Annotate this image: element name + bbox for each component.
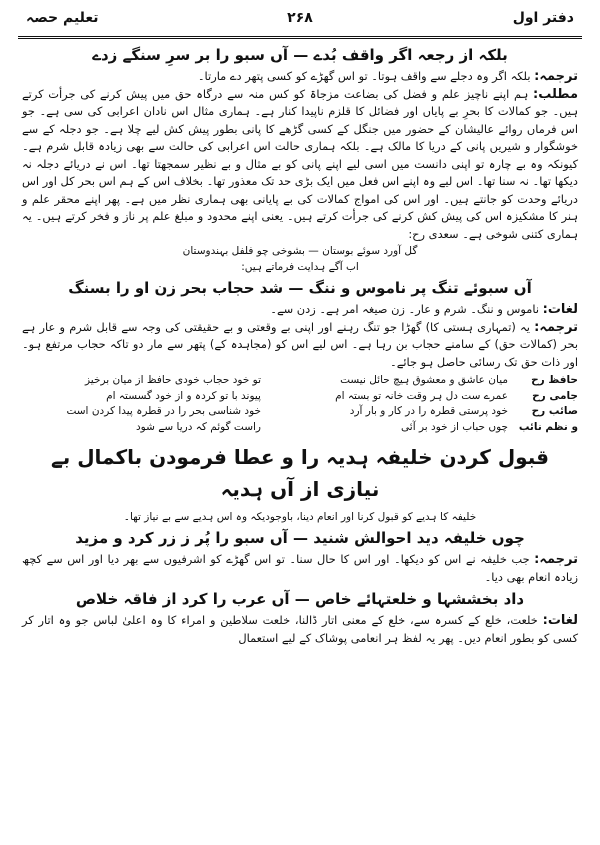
paragraph-text: قبول کردن خلیفہ ہدیہ را و عطا فرمودن باکمال بے نیازی از آں ہدیہ: [51, 445, 549, 501]
page-body: [22, 42, 578, 837]
poem-hemistich: پیوند با تو کردہ و از خود گسستہ ام: [106, 389, 261, 402]
paragraph-text: خلعت، خلع کے کسرہ سے، خلع کے معنی اتار ڈالنا، خلعت سلاطین و امراء کا وہ اعلیٰ لباس جو وہ اتار کر کسی کو بطور انعام دیں۔ پھر یہ لفظ ہر انعامی پوشاک کے لیے استعمال: [22, 613, 578, 645]
paragraph: [22, 301, 578, 319]
poem-poet-name: و نظم نائب: [518, 420, 578, 433]
poem-table: [22, 373, 578, 435]
paragraph-label: ترجمہ:: [534, 552, 578, 567]
paragraph: [22, 86, 578, 244]
paragraph: [22, 612, 578, 647]
poem-row: [22, 373, 578, 389]
verse-line: [22, 588, 578, 610]
poem-poet-name: صائب رح: [531, 405, 578, 417]
paragraph-text: یہ (تمہاری ہستی کا) گھڑا جو تنگ رہنے اور اپنی بے وقعتی و بے حقیقتی کی وجہ سے قابل شرم و عار ہے بحر (کمالات حق) کے سامنے حجاب بن رہا ہے۔ اس لیے اس کو (مجاہدہ کے) پتھر سے مار دو تاکہ حجاب مرتفع ہو۔ اور ذات حق تک رسائی حاصل ہو جائے۔: [22, 319, 578, 369]
paragraph: [22, 509, 578, 525]
paragraph: [22, 551, 578, 586]
paragraph-text: ہم اپنے ناچیز علم و فضل کی بضاعت مزجاۃ کو کس منہ سے درگاہ حق میں پیش کرنے کی جرأت کرتے ہیں۔ جو کمالات کا بحرِ بے پایاں اور فضائل کا قلزم ناپیدا کنار ہے۔ ہماری مثال اس نادان اعرابی کی سی ہے۔ جو اس فرماں روائے عالیشان کے حضور میں جنگل کے کسی گڑھے کا پانی بطور پیش کش لیے چلا ہے۔ جو دجلہ کے سے خوشگوار و شیریں پانی کے دریا کا مالک ہے۔ بلکہ ہماری حالت اس اعرابی کی حالت سے بھی زیادہ قابل شرم ہے۔ کیونکہ وہ بے چارہ تو اپنی دانست میں اسی لیے اپنے پانی کو بے مثال و بے نظیر سمجھتا تھا۔ اس نے دریائے دجلہ نہ دیکھا تھا۔ نہ سنا تھا۔ اس لیے وہ اپنے اس فعل میں ایک بڑی حد تک معذور تھا۔ بخلاف اس کے ہم اس بحر کل اور اس دریائے وحدت کو جانتے ہیں۔ اور اس کی امواج کمالات کی بے پایانی بھی ہماری نظر میں ہے۔ پھر اپنے محقر علم و ہنر کا مشکیزہ اس کی پیش کش کرنے کی جرأت کرتے ہیں۔ یعنی اپنے محدود و مبلغ علم پر ناز و فخر کرتے ہیں۔ یہ ہماری کتنی شوخی ہے۔ سعدی رح:: [22, 86, 578, 241]
poem-hemistich: تو خود حجاب خودی حافظ از میان برخیز: [85, 374, 261, 386]
poem-hemistich: عمرے ست دل ہر وقت خانہ تو بستہ ام: [335, 389, 508, 402]
paragraph-label: ترجمہ:: [534, 319, 578, 335]
paragraph-label: لغات:: [542, 613, 579, 628]
paragraph-text: بلکہ اگر وہ دجلے سے واقف ہوتا۔ تو اس گھڑے کو کسی پتھر دے مارتا۔: [197, 69, 531, 83]
paragraph: [22, 243, 578, 259]
poem-poet-name: حافظ رح: [531, 374, 578, 386]
section-heading: [22, 441, 578, 505]
paragraph-label: ترجمہ:: [534, 69, 578, 84]
header-rule: [18, 36, 582, 39]
poem-row: [22, 420, 578, 436]
paragraph-label: لغات:: [542, 302, 578, 317]
paragraph-text: بلکہ از رجعہ اگر واقف بُدے — آں سبو را بر سرِ سنگے زدے: [92, 46, 508, 64]
poem-poet-name: جامی رح: [532, 389, 578, 402]
poem-hemistich: میان عاشق و معشوق ہیچ حائل نیست: [340, 374, 508, 386]
poem-row: [22, 389, 578, 405]
page-header: [18, 10, 582, 34]
paragraph-text: داد بخششہا و خلعتہائے خاص — آں عرب را کرد از فاقہ خلاص: [75, 590, 525, 608]
poem-hemistich: چوں حباب از خود بر آئی: [401, 420, 508, 433]
paragraph-text: خلیفہ کا ہدیے کو قبول کرنا اور انعام دینا، باوجودیکہ وہ اس ہدیے سے بے نیاز تھا۔: [123, 511, 477, 523]
paragraph-label: مطلب:: [533, 86, 578, 102]
poem-hemistich: خود شناسی بحر را در قطرہ پیدا کردن است: [66, 405, 261, 417]
verse-line: [22, 277, 578, 299]
page-number: ۲۶۸: [287, 10, 313, 26]
paragraph-text: چوں خلیفہ دید احوالش شنید — آں سبو را پُر ز زر کرد و مزید: [75, 529, 525, 547]
poem-hemistich: خود پرستی قطرہ را در کار و بار آرد: [349, 405, 508, 417]
paragraph-text: ناموس و ننگ۔ شرم و عار۔ زن صیغہ امر ہے۔ زدن سے۔: [270, 302, 539, 316]
poem-row: [22, 404, 578, 420]
paragraph-text: گل آورد سوئے بوستان — بشوخی چو فلفل بہندوستان: [182, 245, 418, 257]
poem-hemistich: راست گوئم کہ دریا سے شود: [136, 420, 261, 433]
paragraph-text: اب آگے ہدایت فرماتے ہیں:: [241, 261, 359, 273]
section-title: تعلیم حصہ: [26, 10, 99, 26]
verse-line: [22, 44, 578, 66]
verse-line: [22, 527, 578, 549]
paragraph: [22, 259, 578, 275]
paragraph: [22, 319, 578, 372]
paragraph-text: آں سبوئے تنگ پر ناموس و ننگ — شد حجاب بحر زن او را بسنگ: [68, 279, 532, 297]
paragraph-text: جب خلیفہ نے اس کو دیکھا۔ اور اس کا حال سنا۔ تو اس گھڑے کو اشرفیوں سے بھر دیا اور اس سے کچھ زیادہ انعام بھی دیا۔: [22, 552, 578, 584]
volume-title: دفتر اول: [512, 10, 574, 26]
paragraph: [22, 68, 578, 86]
